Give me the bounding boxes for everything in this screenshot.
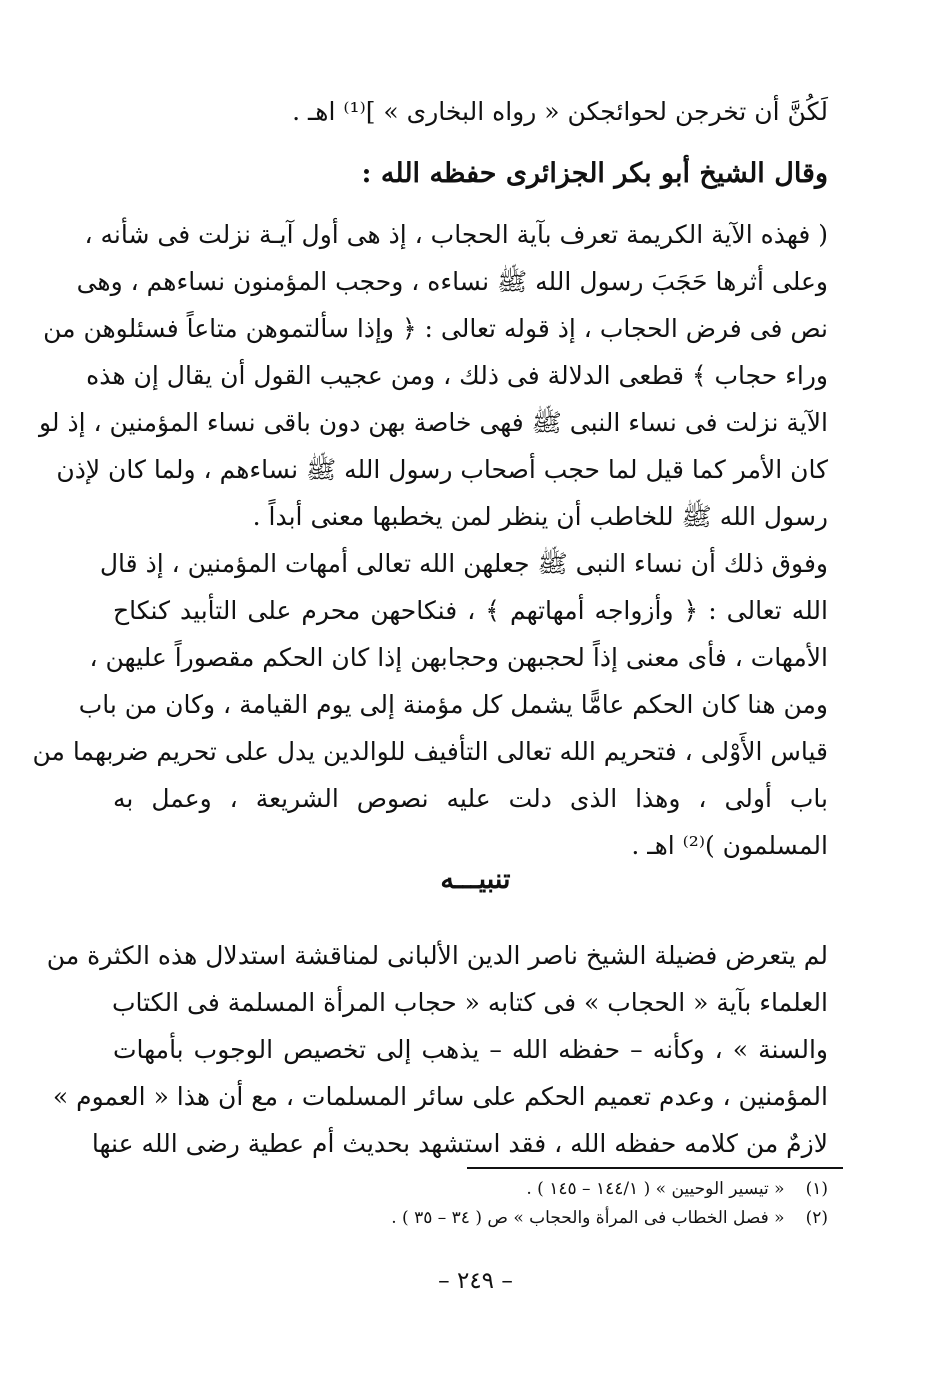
text-line: قياس الأَوْلى ، فتحريم الله تعالى التأفيف للوالدين يدل على تحريم ضربهما من <box>32 737 828 766</box>
text-line: وعلى أثرها حَجَبَ رسول الله ﷺ نساءه ، وحجب المؤمنون نساءهم ، وهى <box>76 267 828 296</box>
text-line: لَكُنَّ أن تخرجن لحوائجكن « رواه البخارى » ]⁽¹⁾ اهـ . <box>292 97 828 126</box>
text-line: باب أولى ، وهذا الذى دلت عليه نصوص الشريعة ، وعمل به <box>113 784 828 813</box>
text-line: الله تعالى : ﴿ وأزواجه أمهاتهم ﴾ ، فنكاحهن محرم على التأبيد كنكاح <box>113 596 828 625</box>
footnote-text: « تيسير الوحيين » ( ١٤٤/١ – ١٤٥ ) . <box>526 1179 785 1199</box>
text-line: والسنة » ، وكأنه – حفظه الله – يذهب إلى تخصيص الوجوب بأمهات <box>113 1035 828 1064</box>
text-line: الآية نزلت فى نساء النبى ﷺ فهى خاصة بهن دون باقى نساء المؤمنين ، إذ لو <box>38 408 828 437</box>
text-line: ومن هنا كان الحكم عامًّا يشمل كل مؤمنة إلى يوم القيامة ، وكان من باب <box>78 690 828 719</box>
footnote-2 <box>113 1205 828 1231</box>
text-line: العلماء بآية « الحجاب » فى كتابه « حجاب المرأة المسلمة فى الكتاب <box>111 988 828 1017</box>
text-line: وفوق ذلك أن نساء النبى ﷺ جعلهن الله تعالى أمهات المؤمنين ، إذ قال <box>99 549 828 578</box>
footnote-number: (١) <box>805 1179 828 1199</box>
text-line: وراء حجاب ﴾ قطعى الدلالة فى ذلك ، ومن عجيب القول أن يقال إن هذه <box>86 361 828 390</box>
section-title-tanbih: تنبيـــه <box>440 864 511 895</box>
text-line: لازمٌ من كلامه حفظه الله ، فقد استشهد بحديث أم عطية رضى الله عنها <box>91 1129 828 1158</box>
text-line: ( فهذه الآية الكريمة تعرف بآية الحجاب ، إذ هى أول آيـة نزلت فى شأنه ، <box>84 220 828 249</box>
text-line: لم يتعرض فضيلة الشيخ ناصر الدين الألبانى لمناقشة استدلال هذه الكثرة من <box>46 941 828 970</box>
page-number: – ٢٤٩ – <box>438 1268 513 1294</box>
text-line: رسول الله ﷺ للخاطب أن ينظر لمن يخطبها معنى أبداً . <box>252 502 828 531</box>
section-heading: وقال الشيخ أبو بكر الجزائرى حفظه الله : <box>361 158 828 189</box>
footnote-1 <box>113 1176 828 1202</box>
text-line: المسلمون )⁽²⁾ اهـ . <box>631 831 828 860</box>
text-line: الأمهات ، فأى معنى إذاً لحجبهن وحجابهن إذا كان الحكم مقصوراً عليهن ، <box>89 643 828 672</box>
text-line: كان الأمر كما قيل لما حجب أصحاب رسول الله ﷺ نساءهم ، ولما كان لإذن <box>56 455 828 484</box>
footnote-number: (٢) <box>805 1208 828 1228</box>
footnote-divider <box>467 1167 843 1169</box>
text-line: نص فى فرض الحجاب ، إذ قوله تعالى : ﴿ وإذا سألتموهن متاعاً فسئلوهن من <box>43 314 828 343</box>
footnote-text: « فصل الخطاب فى المرأة والحجاب » ص ( ٣٤ – ٣٥ ) . <box>391 1208 785 1228</box>
text-line: المؤمنين ، وعدم تعميم الحكم على سائر المسلمات ، مع أن هذا « العموم » <box>52 1082 828 1111</box>
